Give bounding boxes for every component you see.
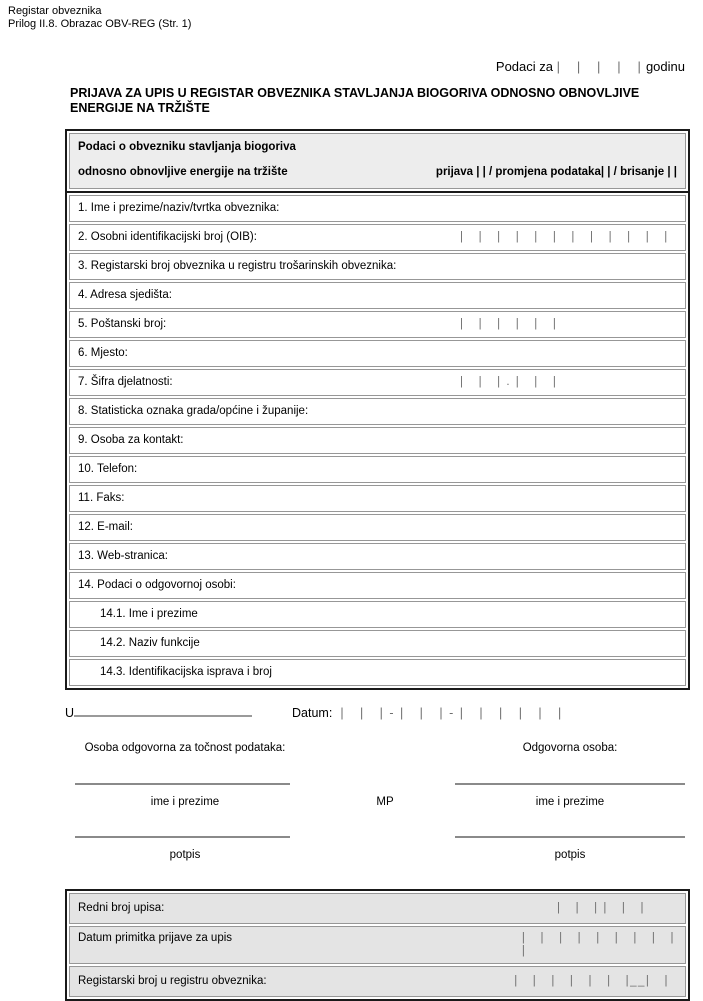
place-date-line <box>65 702 563 720</box>
row-label: Redni broj upisa: <box>78 902 165 914</box>
row-receipt-date <box>69 926 686 964</box>
row-identification-document <box>69 659 686 686</box>
registration-type-checkboxes[interactable]: prijava | | / promjena podataka| | / brisanje | | <box>435 166 677 178</box>
row-label: 7. Šifra djelatnosti: <box>78 376 173 388</box>
row-address <box>69 282 686 309</box>
left-sign-caption: potpis <box>169 849 201 861</box>
obligor-data-table <box>65 129 690 690</box>
row-label: 13. Web-stranica: <box>78 550 168 562</box>
row-activity-code <box>69 369 686 396</box>
receipt-date-boxes-line2: | <box>521 945 527 957</box>
row-label: 14.3. Identifikacijska isprava i broj <box>100 666 272 678</box>
row-responsible-function <box>69 630 686 657</box>
place-fill-line[interactable] <box>74 702 252 717</box>
activity-code-fill-boxes[interactable]: | | | . | | | <box>460 376 558 388</box>
form-title: PRIJAVA ZA UPIS U REGISTAR OBVEZNIKA STAVLJANJA BIOGORIVA ODNOSNO OBNOVLJIVE ENERGIJE NA TRŽIŠTE <box>70 86 640 115</box>
row-responsible-person <box>69 572 686 599</box>
row-label: 14.2. Naziv funkcije <box>100 637 200 649</box>
row-label: 3. Registarski broj obveznika u registru trošarinskih obveznika: <box>78 260 397 272</box>
office-use-table <box>65 889 690 1001</box>
right-name-line[interactable] <box>455 783 685 785</box>
row-label: 5. Poštanski broj: <box>78 318 167 330</box>
row-label: 12. E-mail: <box>78 521 133 533</box>
row-email <box>69 514 686 541</box>
year-prefix: Podaci za <box>495 59 557 74</box>
left-name-caption: ime i prezime <box>150 796 220 808</box>
table-header-line1: Podaci o obvezniku stavljanja biogoriva <box>78 141 296 153</box>
row-statistical-code <box>69 398 686 425</box>
row-excise-register-number <box>69 253 686 280</box>
row-city <box>69 340 686 367</box>
row-label: 9. Osoba za kontakt: <box>78 434 184 446</box>
postal-code-fill-boxes[interactable]: | | | | | | <box>460 318 558 330</box>
row-label: 14. Podaci o odgovornoj osobi: <box>78 579 236 591</box>
row-label: 8. Statisticka oznaka grada/općine i županije: <box>78 405 309 417</box>
oib-fill-boxes[interactable]: | | | | | | | | | | | | <box>460 231 669 243</box>
row-website <box>69 543 686 570</box>
year-suffix: godinu <box>642 59 685 74</box>
row-entry-number <box>69 893 686 924</box>
date-fill-boxes[interactable]: | | | - | | | - | | | | | | <box>340 706 563 720</box>
row-label: 14.1. Ime i prezime <box>100 608 198 620</box>
receipt-date-fill-boxes[interactable] <box>522 932 675 958</box>
table-header-line2: odnosno obnovljive energije na tržište <box>78 166 288 178</box>
register-number-fill-boxes[interactable]: | | | | | | |__| | <box>514 975 669 987</box>
right-signature-line[interactable] <box>455 836 685 838</box>
stamp-placeholder: MP <box>376 796 394 808</box>
row-label: Datum primitka prijave za upis <box>78 932 233 944</box>
row-name <box>69 195 686 222</box>
row-label: 10. Telefon: <box>78 463 138 475</box>
row-label: 11. Faks: <box>78 492 125 504</box>
row-label: 1. Ime i prezime/naziv/tvrtka obveznika: <box>78 202 280 214</box>
left-name-line[interactable] <box>75 783 290 785</box>
right-signature-title: Odgovorna osoba: <box>522 742 618 754</box>
right-sign-caption: potpis <box>554 849 586 861</box>
row-label: Registarski broj u registru obveznika: <box>78 975 267 987</box>
year-line <box>496 59 685 74</box>
left-signature-line[interactable] <box>75 836 290 838</box>
row-label: 2. Osobni identifikacijski broj (OIB): <box>78 231 257 243</box>
row-contact-person <box>69 427 686 454</box>
row-phone <box>69 456 686 483</box>
annex-form-number: Prilog II.8. Obrazac OBV-REG (Str. 1) <box>8 18 192 30</box>
row-postal-code <box>69 311 686 338</box>
left-signature-title: Osoba odgovorna za točnost podataka: <box>84 742 286 754</box>
place-label: U <box>65 706 75 720</box>
register-name: Registar obveznika <box>8 5 102 17</box>
header-separator <box>67 191 688 193</box>
receipt-date-boxes-line1: | | | | | | | | | <box>521 932 675 944</box>
document-meta <box>8 5 191 31</box>
row-fax <box>69 485 686 512</box>
year-fill-boxes[interactable]: | | | | | <box>556 59 643 74</box>
row-label: 4. Adresa sjedišta: <box>78 289 172 301</box>
right-name-caption: ime i prezime <box>535 796 605 808</box>
row-responsible-name <box>69 601 686 628</box>
row-register-number <box>69 966 686 997</box>
entry-number-fill-boxes[interactable]: | | | | | | <box>557 902 645 914</box>
row-oib <box>69 224 686 251</box>
row-label: 6. Mjesto: <box>78 347 128 359</box>
date-label: Datum: <box>292 706 333 720</box>
table-header <box>69 133 686 189</box>
